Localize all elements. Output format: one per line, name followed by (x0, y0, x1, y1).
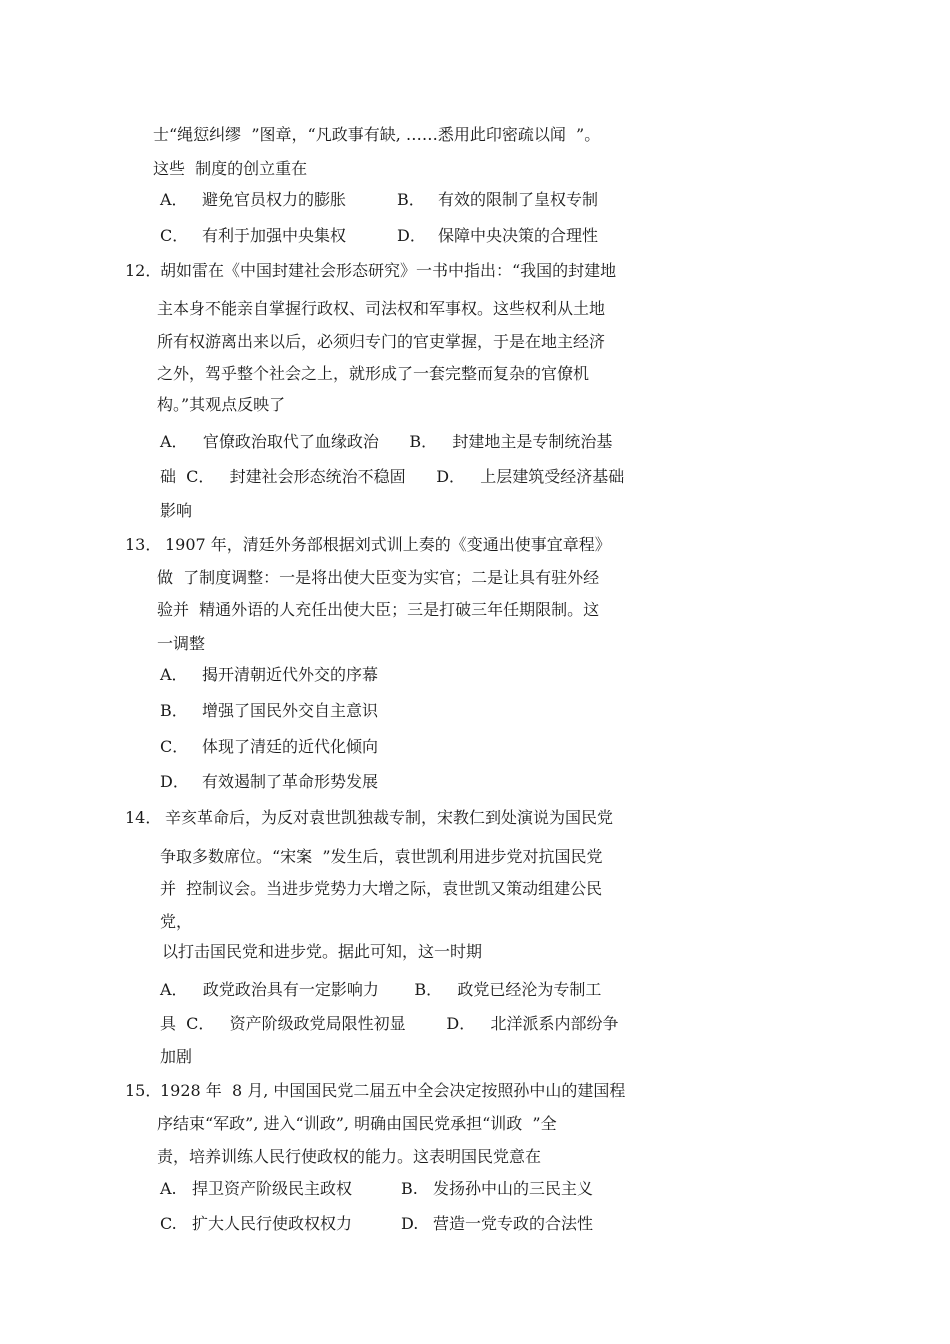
q15-number: 15． (125, 1081, 162, 1100)
q12-line: 所有权游离出来以后，必须归专门的官吏掌握，于是在地主经济 (157, 332, 606, 351)
q13-option-label: B． (160, 701, 188, 720)
q13-option-label: D． (160, 772, 189, 791)
q12-line: 之外，驾乎整个社会之上，就形成了一套完整而复杂的官僚机 (157, 364, 590, 383)
q15-option-text: 发扬孙中山的三民主义 (433, 1179, 594, 1198)
q15-option-text: 捍卫资产阶级民主政权 (192, 1179, 353, 1198)
q15-line: 序结束“军政”, 进入“训政”, 明确由国民党承担“训政 ”全 (157, 1114, 557, 1133)
q11-option-text: 保障中央决策的合理性 (438, 226, 599, 245)
q14-line: 党， (160, 912, 193, 931)
q12-line: 构。”其观点反映了 (157, 395, 286, 414)
q13-option-text: 增强了国民外交自主意识 (202, 701, 379, 720)
q13-line: 做 了制度调整：一是将出使大臣变为实官；二是让具有驻外经 (157, 568, 600, 587)
q11-option-text: 有效的限制了皇权专制 (438, 190, 599, 209)
q14-line: 争取多数席位。“宋案 ”发生后，袁世凯利用进步党对抗国民党 (160, 847, 603, 866)
q15-line: 1928 年 8 月, 中国国民党二届五中全会决定按照孙中山的建国程 (160, 1081, 626, 1100)
q15-line: 责，培养训练人民行使政权的能力。这表明国民党意在 (157, 1147, 542, 1166)
q14-options-line: 具 C． 资产阶级政党局限性初显 D． 北洋派系内部纷争 (160, 1014, 619, 1033)
q15-option-label: B. (401, 1179, 418, 1198)
q13-line: 验并 精通外语的人充任出使大臣；三是打破三年任期限制。这 (157, 600, 600, 619)
q12-line: 主本身不能亲自掌握行政权、司法权和军事权。这些权利从土地 (157, 299, 606, 318)
q12-line: 胡如雷在《中国封建社会形态研究》一书中指出：“我国的封建地 (160, 261, 617, 280)
q15-option-label: D. (401, 1214, 419, 1233)
q13-option-text: 有效遏制了革命形势发展 (202, 772, 379, 791)
q14-line: 以打击国民党和进步党。据此可知，这一时期 (162, 942, 483, 961)
q14-number: 14． (125, 808, 162, 827)
q12-options-line: 础 C． 封建社会形态统治不稳固 D． 上层建筑受经济基础 (160, 467, 625, 486)
q13-option-label: A． (160, 665, 188, 684)
q14-options-line: A． 政党政治具有一定影响力 B． 政党已经沦为专制工 (160, 980, 602, 999)
q11-line: 士“绳愆纠缪 ”图章，“凡政事有缺, ……悉用此印密疏以闻 ”。 (153, 125, 601, 144)
q13-option-text: 揭开清朝近代外交的序幕 (202, 665, 379, 684)
q13-option-label: C． (160, 737, 189, 756)
q14-line: 辛亥革命后，为反对袁世凯独裁专制，宋教仁到处演说为国民党 (165, 808, 614, 827)
q11-line: 这些 制度的创立重在 (153, 159, 308, 178)
q15-option-label: A. (160, 1179, 177, 1198)
q14-options-line: 加剧 (160, 1047, 193, 1066)
q12-options-line: 影响 (160, 501, 193, 520)
q11-option-label: D． (397, 226, 426, 245)
q11-option-text: 有利于加强中央集权 (202, 226, 347, 245)
q14-line: 并 控制议会。当进步党势力大增之际，袁世凯又策动组建公民 (160, 879, 603, 898)
q13-line: 一调整 (157, 634, 206, 653)
q12-options-line: A． 官僚政治取代了血缘政治 B． 封建地主是专制统治基 (160, 432, 613, 451)
q11-option-label: C． (160, 226, 189, 245)
q13-line: 1907 年，清廷外务部根据刘式训上奏的《变通出使事宜章程》 (165, 535, 611, 554)
q15-option-label: C. (160, 1214, 177, 1233)
q15-option-text: 营造一党专政的合法性 (433, 1214, 594, 1233)
q13-number: 13． (125, 535, 162, 554)
q11-option-text: 避免官员权力的膨胀 (202, 190, 347, 209)
q12-number: 12． (125, 261, 162, 280)
q13-option-text: 体现了清廷的近代化倾向 (202, 737, 379, 756)
q11-option-label: A． (160, 190, 188, 209)
q15-option-text: 扩大人民行使政权权力 (192, 1214, 353, 1233)
q11-option-label: B． (397, 190, 425, 209)
